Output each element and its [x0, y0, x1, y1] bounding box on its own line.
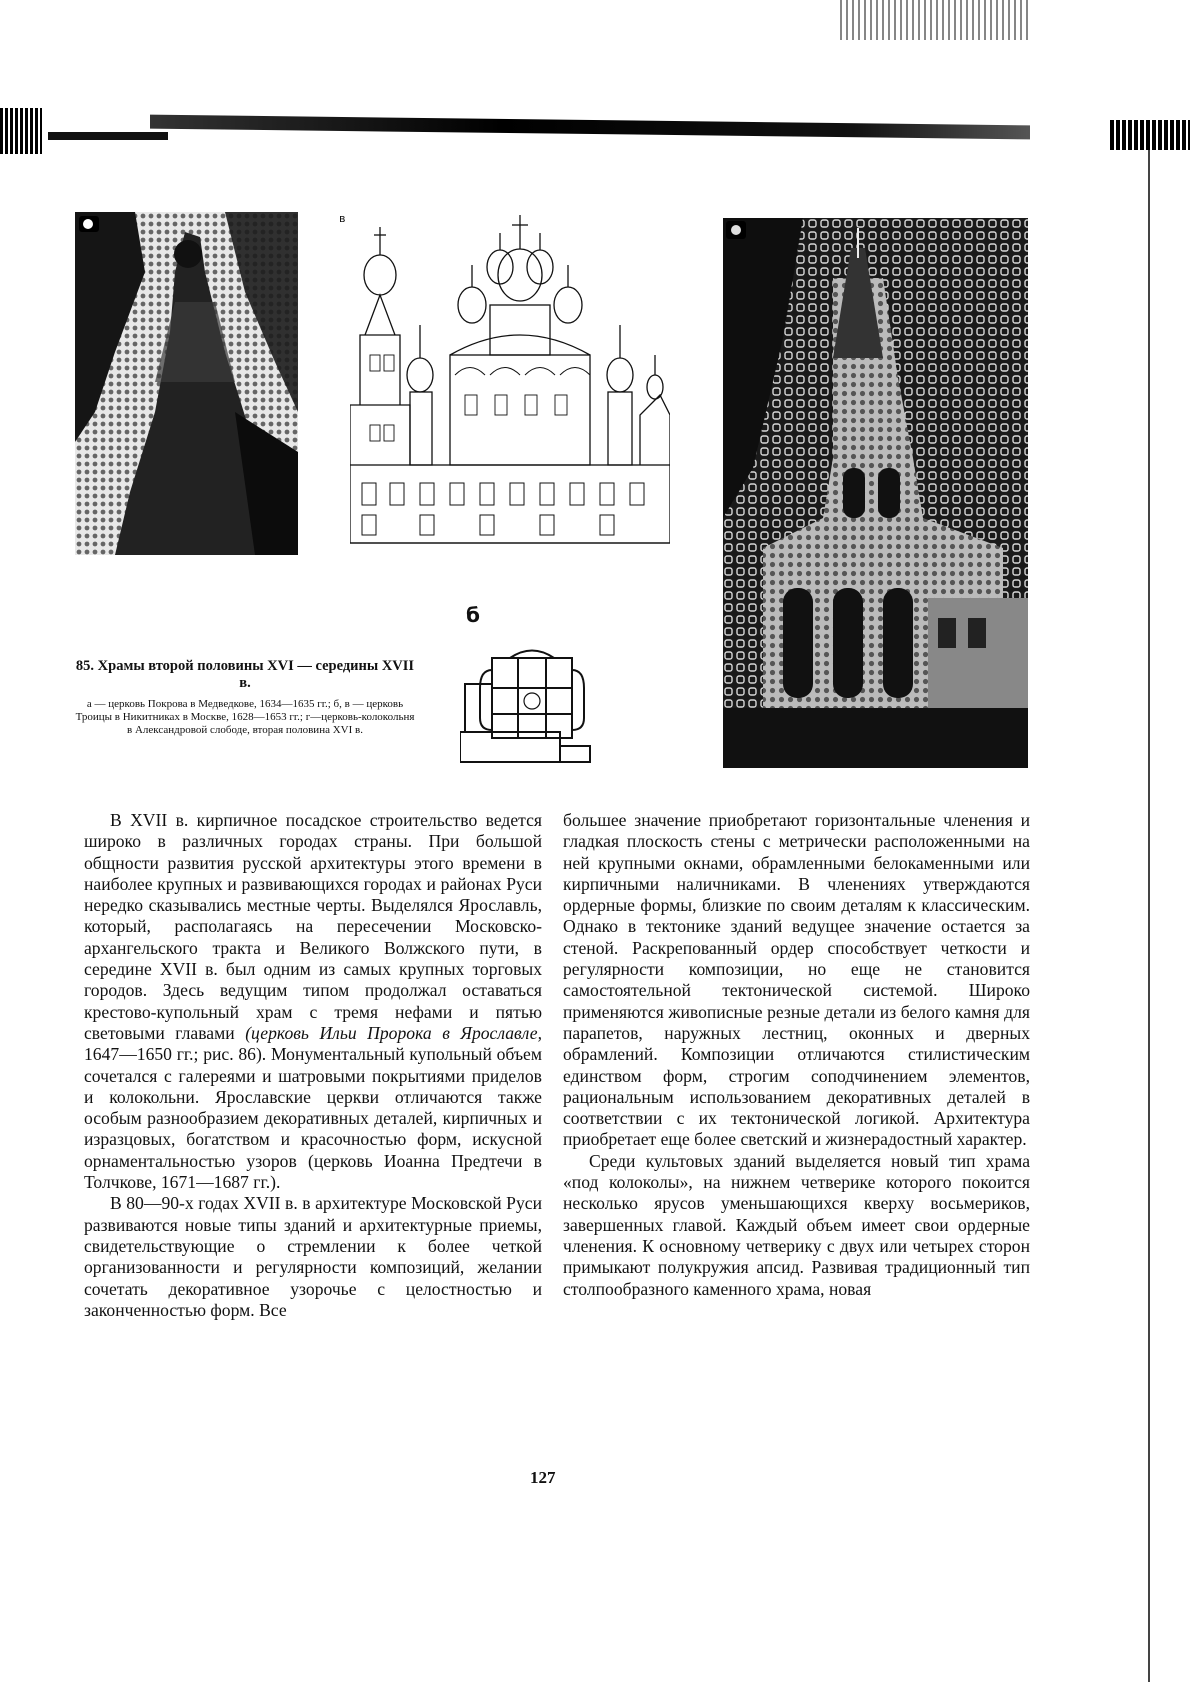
left-paragraph-1-text: В XVII в. кирпичное посадское строительство ведется широко в различных городах страны. При большой общности развития русской архитектуры этого времени в наиболее крупных и развивающихся городах и районах Руси нередко сказывались местные черты. Выделялся Ярославль, который, располагаясь на пересечении Московско-архангельского тракта и Великого Волжского пути, в середине XVII в. был одним из самых крупных торговых городов. Здесь ведущим типом продолжал оставаться крестово-купольный храм с тремя нефами и пятью световыми главами [84, 810, 542, 1043]
figure-caption-text: а — церковь Покрова в Медведкове, 1634—1635 гг.; б, в — церковь Троицы в Никитниках в Москве, 1628—1653 гг.; г—церковь-колокольня в Александровой слободе, вторая половина XVI в. [75, 698, 415, 736]
page-number: 127 [530, 1468, 556, 1487]
kokoshniki [455, 368, 590, 376]
scan-top-left-mark [0, 108, 42, 154]
left-paragraph-1-italic: (церковь Ильи Пророка в Ярославле, [245, 1022, 542, 1043]
scan-top-left-bar [48, 132, 168, 140]
text-column-left [84, 810, 542, 1321]
photo-church-pokrova [75, 212, 298, 555]
left-paragraph-1-end: 1647—1650 гг.; рис. 86). Монументальный купольный объем сочетался с галереями и шатровыми покрытиями приделов и колокольни. Ярославские церкви отличаются также особым разнообразием декоративных деталей, кирпичных и изразцовых, богатством и красочностью форм, искусной орнаментальностью узоров (церковь Иоанна Предтечи в Толчкове, 1671—1687 гг.). [84, 1044, 542, 1193]
left-paragraph-2: В 80—90-х годах XVII в. в архитектуре Московской Руси развиваются новые типы зданий и архитектурные приемы, свидетельствующие о стремлении к более четкой организованности и регулярности композиций, желании сочетать декоративное узорочье с целостностью и законченностью форм. Все [84, 1193, 542, 1320]
facade-windows [362, 483, 644, 535]
figure-caption-title: 85. Храмы второй половины XVI — середины XVII в. [75, 658, 415, 691]
church-pokrova-image [75, 212, 298, 555]
figure-label-b: б [466, 603, 480, 627]
bell-tower-image [723, 218, 1028, 768]
scan-top-bar [150, 115, 1030, 140]
figure-label-v: в [339, 212, 346, 225]
drawing-church-troitsy [350, 215, 670, 545]
church-troitsy-facade-drawing [350, 215, 670, 545]
right-paragraph-1: большее значение приобретают горизонтальные членения и гладкая плоскость стены с метрически расположенными на ней крупными окнами, обрамленными белокаменными или кирпичными наличниками. В членениях утверждаются ордерные формы, близкие по своим деталям к классическим. Однако в тектонике зданий ведущее значение остается за стеной. Раскрепованный ордер способствует четкости и регулярности композиции, но еще не становится самостоятельной тектонической системой. Широко применяются живописные резные детали из белого камня для парапетов, наружных лестниц, оконных и дверных обрамлений. Композиции отличаются стилистическим единством форм, строгим соподчинением элементов, рациональным использованием декоративных деталей в соответствии с их тектонической логикой. Архитектура приобретает еще более светский и жизнерадостный характер. [563, 810, 1030, 1150]
scan-top-right-block [1110, 120, 1190, 150]
text-column-right [563, 810, 1030, 1300]
left-paragraph-1 [84, 810, 542, 1193]
figure-caption [75, 658, 415, 737]
church-troitsy-floor-plan [460, 648, 610, 768]
plan-church-troitsy [460, 648, 610, 768]
scan-right-edge [1148, 130, 1190, 1682]
photo-church-bell-tower [723, 218, 1028, 768]
scan-top-right-dots [840, 0, 1030, 40]
right-paragraph-2: Среди культовых зданий выделяется новый тип храма «под колоколы», на нижнем четверике которого покоится несколько ярусов уменьшающихся кверху восьмериков, завершенных главой. Каждый объем имеет свои ордерные членения. К основному четверику с двух или четырех сторон примыкают полукружия апсид. Развивая традиционный тип столпообразного каменного храма, новая [563, 1150, 1030, 1299]
